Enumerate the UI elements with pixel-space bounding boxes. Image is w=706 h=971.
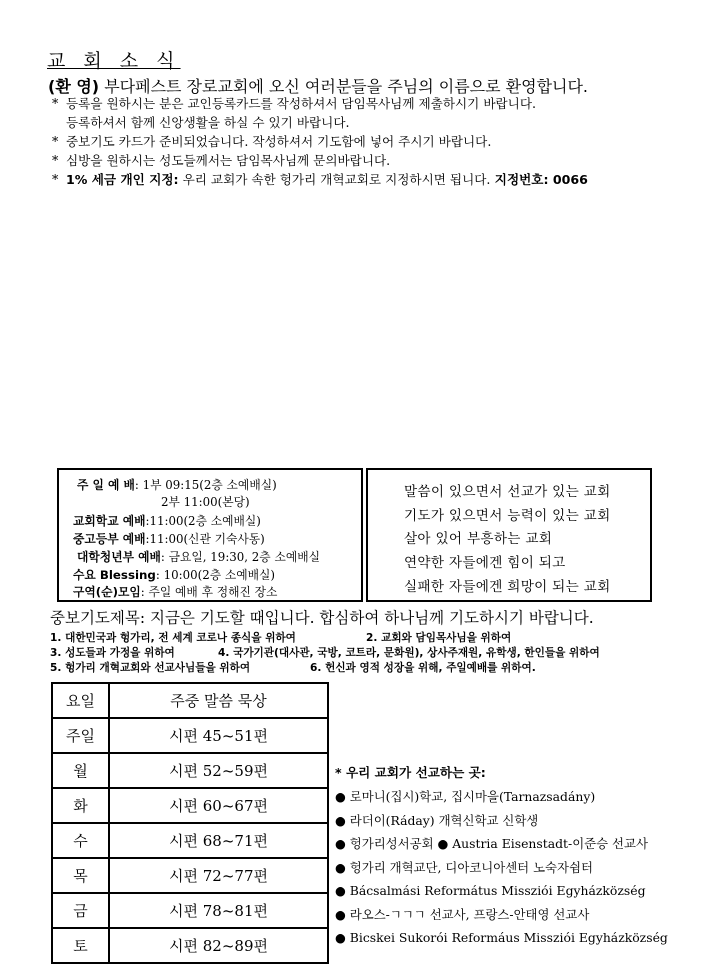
church-motto-box xyxy=(366,468,652,602)
list-item: ● Bicskei Sukorói Reformáus Missziói Egyházközség xyxy=(335,930,668,945)
notice-text: 등록하셔서 함께 신앙생활을 하실 수 있기 바랍니다. xyxy=(66,115,350,130)
column-header-reading: 주중 말씀 묵상 xyxy=(109,683,328,718)
bullet-star: * xyxy=(52,153,59,168)
reading-cell: 시편 82~89편 xyxy=(109,928,328,963)
middle-high-label: 중고등부 예배 xyxy=(73,532,146,546)
young-adult-time: : 금요일, 19:30, 2층 소예배실 xyxy=(160,550,321,564)
table-row xyxy=(52,858,328,893)
church-school-label: 교회학교 예배 xyxy=(73,514,146,528)
motto-line: 기도가 있으면서 능력이 있는 교회 xyxy=(404,508,611,524)
page-title: 교 회 소 식 xyxy=(47,50,181,72)
reading-cell: 시편 78~81편 xyxy=(109,893,328,928)
table-row xyxy=(52,928,328,963)
sunday-second-row xyxy=(161,493,250,510)
tax-notice xyxy=(52,170,682,189)
table-row xyxy=(52,718,328,753)
notice-text: 등록을 원하시는 분은 교인등록카드를 작성하셔서 담임목사님께 제출하시기 바랍니다. xyxy=(66,96,536,111)
church-school-time: :11:00(2층 소예배실) xyxy=(145,514,261,528)
motto-line: 말씀이 있으면서 선교가 있는 교회 xyxy=(404,484,611,500)
motto-line: 살아 있어 부흥하는 교회 xyxy=(404,531,553,547)
tax-text: 우리 교회가 속한 헝가리 개혁교회로 지정하시면 됩니다. xyxy=(178,172,491,187)
day-cell: 주일 xyxy=(52,718,109,753)
reading-cell: 시편 60~67편 xyxy=(109,788,328,823)
prayer-item: 4. 국가기관(대사관, 국방, 코트라, 문화원), 상사주재원, 유학생, 한인들을 위하여 xyxy=(218,647,600,659)
tax-label: 1% 세금 개인 지정: xyxy=(66,172,179,187)
notice-text: 중보기도 카드가 준비되었습니다. 작성하셔서 기도함에 넣어 주시기 바랍니다. xyxy=(66,134,492,149)
district-label: 구역(순)모임 xyxy=(73,585,141,599)
day-cell: 화 xyxy=(52,788,109,823)
sunday-worship-row xyxy=(77,476,277,493)
reading-cell: 시편 68~71편 xyxy=(109,823,328,858)
column-header-day: 요일 xyxy=(52,683,109,718)
prayer-item: 2. 교회와 담임목사님을 위하여 xyxy=(366,632,512,644)
reading-cell: 시편 52~59편 xyxy=(109,753,328,788)
welcome-prefix: (환 영) xyxy=(48,77,100,96)
bullet-star: * xyxy=(52,172,59,187)
weekly-reading-table xyxy=(51,682,329,964)
sunday-first: : 1부 09:15(2층 소예배실) xyxy=(134,478,277,492)
motto-line: 실패한 자들에겐 희망이 되는 교회 xyxy=(404,579,611,595)
mission-list xyxy=(335,762,675,950)
list-item: ● 헝가리성서공회 ● Austria Eisenstadt-이준승 선교사 xyxy=(335,836,648,851)
table-header-row xyxy=(52,683,328,718)
middle-high-time: :11:00(신관 기숙사동) xyxy=(145,532,265,546)
welcome-text: 부다페스트 장로교회에 오신 여러분들을 주님의 이름으로 환영합니다. xyxy=(99,77,589,96)
notice-item xyxy=(52,113,682,132)
table-row xyxy=(52,893,328,928)
table-row xyxy=(52,788,328,823)
bullet-star: * xyxy=(52,96,59,111)
notice-list xyxy=(52,94,682,189)
notice-item xyxy=(52,94,682,113)
prayer-item: 1. 대한민국과 헝가리, 전 세계 코로나 종식을 위하여 xyxy=(50,632,296,644)
reading-cell: 시편 72~77편 xyxy=(109,858,328,893)
notice-item xyxy=(52,132,682,151)
blessing-time: : 10:00(2층 소예배실) xyxy=(155,568,276,582)
district-row xyxy=(73,583,277,600)
middle-high-row xyxy=(73,530,265,547)
blessing-row xyxy=(73,566,275,583)
bullet-star: * xyxy=(52,134,59,149)
day-cell: 목 xyxy=(52,858,109,893)
day-cell: 수 xyxy=(52,823,109,858)
list-item: ● 라더이(Ráday) 개혁신학교 신학생 xyxy=(335,812,539,828)
mission-heading: * 우리 교회가 선교하는 곳: xyxy=(335,765,486,780)
reading-cell: 시편 45~51편 xyxy=(109,718,328,753)
young-adult-label: 대학청년부 예배 xyxy=(77,550,161,564)
day-cell: 월 xyxy=(52,753,109,788)
prayer-item: 5. 헝가리 개혁교회와 선교사님들을 위하여 xyxy=(50,662,251,674)
prayer-item: 3. 성도들과 가정을 위하여 xyxy=(50,647,175,659)
notice-item xyxy=(52,151,682,170)
list-item: ● 헝가리 개혁교단, 디아코니아센터 노숙자쉼터 xyxy=(335,859,593,875)
list-item: ● 로마니(집시)학교, 집시마을(Tarnazsadány) xyxy=(335,789,596,804)
sunday-second: 2부 11:00(본당) xyxy=(161,495,250,509)
worship-schedule-box xyxy=(57,468,363,602)
tax-code: 지정번호: 0066 xyxy=(490,172,588,187)
sunday-label: 주 일 예 배 xyxy=(77,478,135,492)
young-adult-row xyxy=(77,548,320,565)
table-row xyxy=(52,823,328,858)
prayer-item: 6. 헌신과 영적 성장을 위해, 주일예배를 위하여. xyxy=(310,662,536,674)
prayer-title: 중보기도제목: 지금은 기도할 때입니다. 합심하여 하나님께 기도하시기 바랍니다. xyxy=(50,609,594,627)
day-cell: 금 xyxy=(52,893,109,928)
motto-line: 연약한 자들에겐 힘이 되고 xyxy=(404,555,566,571)
district-time: : 주일 예배 후 정해진 장소 xyxy=(140,585,278,599)
church-school-row xyxy=(73,512,261,529)
blessing-label: 수요 Blessing xyxy=(73,568,156,582)
table-row xyxy=(52,753,328,788)
day-cell: 토 xyxy=(52,928,109,963)
notice-text: 심방을 원하시는 성도들께서는 담임목사님께 문의바랍니다. xyxy=(66,153,391,168)
list-item: ● 라오스-ㄱㄱㄱ 선교사, 프랑스-안태영 선교사 xyxy=(335,906,590,922)
list-item: ● Bácsalmási Református Missziói Egyházközség xyxy=(335,883,646,898)
